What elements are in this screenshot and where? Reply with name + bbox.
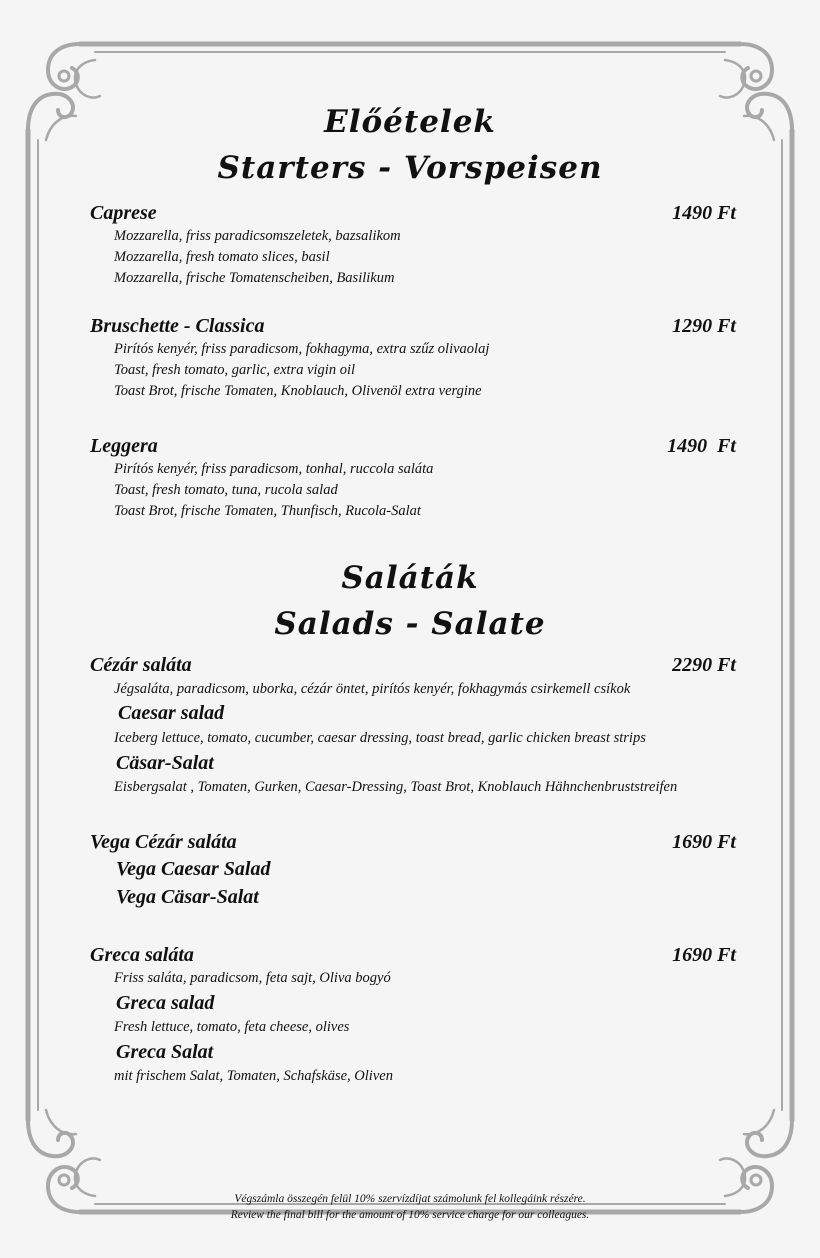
service-charge-note-hu: Végszámla összegén felül 10% szervízdíjat számolunk fel kollegáink részére. — [234, 1193, 586, 1205]
menu-item-price: 1490 Ft — [667, 435, 736, 457]
menu-item-price: 2290 Ft — [672, 654, 736, 676]
menu-item-name-en: Greca salad — [116, 992, 215, 1014]
menu-item-desc-en: Fresh lettuce, tomato, feta cheese, olives — [114, 1019, 350, 1035]
menu-item-price: 1690 Ft — [672, 831, 736, 853]
menu-item-name: Bruschette - Classica — [90, 315, 265, 337]
menu-item-desc-de: Eisbergsalat , Tomaten, Gurken, Caesar-Dressing, Toast Brot, Knoblauch Hähnchenbruststreifen — [114, 779, 678, 795]
menu-item-name-de: Vega Cäsar-Salat — [116, 886, 259, 908]
salads-heading-en-de: Salads - Salate — [274, 606, 546, 642]
menu-item-price: 1290 Ft — [672, 315, 736, 337]
starters-heading-en-de: Starters - Vorspeisen — [217, 150, 603, 186]
menu-item-desc-hu: Mozzarella, friss paradicsomszeletek, bazsalikom — [114, 228, 401, 244]
menu-item-desc-en: Mozzarella, fresh tomato slices, basil — [114, 249, 330, 265]
menu-item-desc-de: Toast Brot, frische Tomaten, Knoblauch, Olivenöl extra vergine — [114, 383, 482, 399]
starters-heading-hu: Előételek — [324, 104, 496, 140]
menu-item-price: 1690 Ft — [672, 944, 736, 966]
menu-item-desc-en: Toast, fresh tomato, tuna, rucola salad — [114, 482, 338, 498]
menu-item-desc-de: Toast Brot, frische Tomaten, Thunfisch, Rucola-Salat — [114, 503, 421, 519]
menu-item-desc-hu: Friss saláta, paradicsom, feta sajt, Oliva bogyó — [114, 970, 391, 986]
menu-item-name: Greca saláta — [90, 944, 194, 966]
menu-item-name-en: Caesar salad — [118, 702, 225, 724]
menu-item-desc-en: Iceberg lettuce, tomato, cucumber, caesar dressing, toast bread, garlic chicken breast strips — [114, 730, 646, 746]
menu-item-name: Leggera — [90, 435, 158, 457]
menu-item-desc-en: Toast, fresh tomato, garlic, extra vigin oil — [114, 362, 355, 378]
menu-item-name-de: Greca Salat — [116, 1041, 214, 1063]
menu-item-desc-hu: Pirítós kenyér, friss paradicsom, fokhagyma, extra szűz olivaolaj — [114, 341, 490, 357]
menu-item-name-en: Vega Caesar Salad — [116, 858, 271, 880]
menu-item-name: Cézár saláta — [90, 654, 192, 676]
service-charge-note-en: Review the final bill for the amount of 10% service charge for our colleagues. — [230, 1209, 590, 1221]
menu-item-desc-hu: Jégsaláta, paradicsom, uborka, cézár öntet, pirítós kenyér, fokhagymás csirkemell csíkok — [114, 681, 631, 697]
menu-item-desc-de: mit frischem Salat, Tomaten, Schafskäse, Oliven — [114, 1068, 393, 1084]
menu-item-name-de: Cäsar-Salat — [116, 752, 214, 774]
menu-item-price: 1490 Ft — [672, 202, 736, 224]
menu-item-name: Caprese — [90, 202, 157, 224]
salads-heading-hu: Saláták — [341, 560, 479, 596]
menu-item-desc-hu: Pirítós kenyér, friss paradicsom, tonhal, ruccola saláta — [114, 461, 434, 477]
menu-item-desc-de: Mozzarella, frische Tomatenscheiben, Basilikum — [114, 270, 395, 286]
menu-item-name: Vega Cézár saláta — [90, 831, 237, 853]
